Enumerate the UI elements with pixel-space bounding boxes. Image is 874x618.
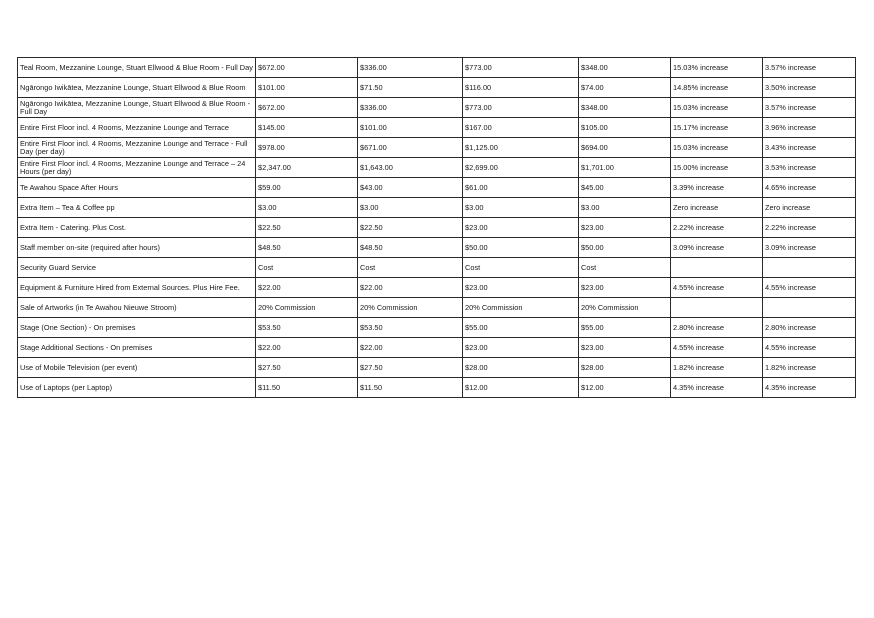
item-cell: Ngārongo Iwikātea, Mezzanine Lounge, Stuart Ellwood & Blue Room <box>18 78 256 98</box>
fees-table <box>17 57 856 398</box>
proposed-fee-a-cell: $55.00 <box>463 318 579 338</box>
item-cell: Stage Additional Sections - On premises <box>18 338 256 358</box>
current-fee-b-cell: $22.00 <box>358 278 463 298</box>
table-row <box>18 58 856 78</box>
change-a-cell: 15.00% increase <box>671 158 763 178</box>
current-fee-b-cell: $11.50 <box>358 378 463 398</box>
current-fee-a-cell: $22.00 <box>256 278 358 298</box>
proposed-fee-b-cell: $348.00 <box>579 98 671 118</box>
proposed-fee-a-cell: $28.00 <box>463 358 579 378</box>
change-a-cell: 14.85% increase <box>671 78 763 98</box>
item-cell: Use of Mobile Television (per event) <box>18 358 256 378</box>
current-fee-a-cell: 20% Commission <box>256 298 358 318</box>
current-fee-b-cell: $43.00 <box>358 178 463 198</box>
current-fee-b-cell: $48.50 <box>358 238 463 258</box>
item-cell: Teal Room, Mezzanine Lounge, Stuart Ellwood & Blue Room - Full Day <box>18 58 256 78</box>
proposed-fee-a-cell: $61.00 <box>463 178 579 198</box>
change-a-cell: 15.17% increase <box>671 118 763 138</box>
current-fee-b-cell: $71.50 <box>358 78 463 98</box>
change-a-cell: 15.03% increase <box>671 58 763 78</box>
proposed-fee-a-cell: Cost <box>463 258 579 278</box>
table-row <box>18 318 856 338</box>
item-cell: Entire First Floor incl. 4 Rooms, Mezzanine Lounge and Terrace – 24 Hours (per day) <box>18 158 256 178</box>
current-fee-a-cell: $978.00 <box>256 138 358 158</box>
change-a-cell <box>671 298 763 318</box>
change-a-cell: 3.39% increase <box>671 178 763 198</box>
table-row <box>18 298 856 318</box>
proposed-fee-a-cell: $12.00 <box>463 378 579 398</box>
proposed-fee-a-cell: $773.00 <box>463 58 579 78</box>
current-fee-b-cell: $53.50 <box>358 318 463 338</box>
proposed-fee-b-cell: $23.00 <box>579 218 671 238</box>
table-row <box>18 338 856 358</box>
table-row <box>18 218 856 238</box>
table-row <box>18 278 856 298</box>
change-b-cell: 3.50% increase <box>763 78 856 98</box>
current-fee-b-cell: Cost <box>358 258 463 278</box>
proposed-fee-b-cell: $694.00 <box>579 138 671 158</box>
item-cell: Stage (One Section) - On premises <box>18 318 256 338</box>
change-a-cell: 4.55% increase <box>671 338 763 358</box>
proposed-fee-b-cell: $12.00 <box>579 378 671 398</box>
current-fee-b-cell: $336.00 <box>358 98 463 118</box>
proposed-fee-a-cell: $23.00 <box>463 278 579 298</box>
change-a-cell: 2.80% increase <box>671 318 763 338</box>
table-row <box>18 178 856 198</box>
current-fee-a-cell: $3.00 <box>256 198 358 218</box>
proposed-fee-a-cell: $1,125.00 <box>463 138 579 158</box>
current-fee-b-cell: $3.00 <box>358 198 463 218</box>
proposed-fee-b-cell: $74.00 <box>579 78 671 98</box>
change-b-cell: 3.96% increase <box>763 118 856 138</box>
proposed-fee-a-cell: $116.00 <box>463 78 579 98</box>
item-cell: Extra Item - Catering. Plus Cost. <box>18 218 256 238</box>
proposed-fee-a-cell: $23.00 <box>463 218 579 238</box>
change-a-cell: 4.35% increase <box>671 378 763 398</box>
change-b-cell: 4.65% increase <box>763 178 856 198</box>
current-fee-a-cell: $145.00 <box>256 118 358 138</box>
proposed-fee-b-cell: $55.00 <box>579 318 671 338</box>
current-fee-a-cell: $48.50 <box>256 238 358 258</box>
proposed-fee-b-cell: $3.00 <box>579 198 671 218</box>
current-fee-a-cell: $101.00 <box>256 78 358 98</box>
change-a-cell <box>671 258 763 278</box>
table-row <box>18 258 856 278</box>
proposed-fee-b-cell: $50.00 <box>579 238 671 258</box>
item-cell: Use of Laptops (per Laptop) <box>18 378 256 398</box>
item-cell: Te Awahou Space After Hours <box>18 178 256 198</box>
current-fee-b-cell: 20% Commission <box>358 298 463 318</box>
item-cell: Extra Item – Tea & Coffee pp <box>18 198 256 218</box>
change-b-cell: 3.53% increase <box>763 158 856 178</box>
proposed-fee-a-cell: $2,699.00 <box>463 158 579 178</box>
proposed-fee-b-cell: $1,701.00 <box>579 158 671 178</box>
change-a-cell: 4.55% increase <box>671 278 763 298</box>
table-row <box>18 98 856 118</box>
table-row <box>18 378 856 398</box>
current-fee-a-cell: $2,347.00 <box>256 158 358 178</box>
change-b-cell: 4.55% increase <box>763 338 856 358</box>
change-a-cell: 1.82% increase <box>671 358 763 378</box>
proposed-fee-a-cell: $50.00 <box>463 238 579 258</box>
current-fee-b-cell: $22.50 <box>358 218 463 238</box>
current-fee-a-cell: Cost <box>256 258 358 278</box>
change-a-cell: 15.03% increase <box>671 98 763 118</box>
table-row <box>18 238 856 258</box>
current-fee-a-cell: $22.00 <box>256 338 358 358</box>
proposed-fee-a-cell: 20% Commission <box>463 298 579 318</box>
current-fee-a-cell: $27.50 <box>256 358 358 378</box>
change-b-cell: 4.55% increase <box>763 278 856 298</box>
item-cell: Sale of Artworks (in Te Awahou Nieuwe Stroom) <box>18 298 256 318</box>
change-a-cell: 3.09% increase <box>671 238 763 258</box>
proposed-fee-a-cell: $773.00 <box>463 98 579 118</box>
proposed-fee-b-cell: $45.00 <box>579 178 671 198</box>
item-cell: Security Guard Service <box>18 258 256 278</box>
current-fee-b-cell: $671.00 <box>358 138 463 158</box>
current-fee-a-cell: $53.50 <box>256 318 358 338</box>
proposed-fee-b-cell: Cost <box>579 258 671 278</box>
fees-table-body <box>18 58 856 398</box>
change-b-cell: 1.82% increase <box>763 358 856 378</box>
change-b-cell: 3.57% increase <box>763 58 856 78</box>
change-b-cell: 2.22% increase <box>763 218 856 238</box>
proposed-fee-b-cell: 20% Commission <box>579 298 671 318</box>
current-fee-b-cell: $336.00 <box>358 58 463 78</box>
table-row <box>18 198 856 218</box>
item-cell: Staff member on-site (required after hours) <box>18 238 256 258</box>
table-row <box>18 358 856 378</box>
proposed-fee-a-cell: $167.00 <box>463 118 579 138</box>
current-fee-a-cell: $59.00 <box>256 178 358 198</box>
change-b-cell: 2.80% increase <box>763 318 856 338</box>
item-cell: Ngārongo Iwikātea, Mezzanine Lounge, Stuart Ellwood & Blue Room - Full Day <box>18 98 256 118</box>
change-b-cell: 3.09% increase <box>763 238 856 258</box>
change-b-cell <box>763 298 856 318</box>
proposed-fee-b-cell: $28.00 <box>579 358 671 378</box>
table-row <box>18 118 856 138</box>
change-a-cell: 2.22% increase <box>671 218 763 238</box>
current-fee-a-cell: $672.00 <box>256 98 358 118</box>
change-b-cell <box>763 258 856 278</box>
current-fee-b-cell: $101.00 <box>358 118 463 138</box>
current-fee-b-cell: $27.50 <box>358 358 463 378</box>
proposed-fee-b-cell: $23.00 <box>579 338 671 358</box>
item-cell: Entire First Floor incl. 4 Rooms, Mezzanine Lounge and Terrace <box>18 118 256 138</box>
current-fee-b-cell: $1,643.00 <box>358 158 463 178</box>
table-row <box>18 138 856 158</box>
change-a-cell: 15.03% increase <box>671 138 763 158</box>
item-cell: Equipment & Furniture Hired from External Sources. Plus Hire Fee. <box>18 278 256 298</box>
change-b-cell: Zero increase <box>763 198 856 218</box>
item-cell: Entire First Floor incl. 4 Rooms, Mezzanine Lounge and Terrace - Full Day (per day) <box>18 138 256 158</box>
proposed-fee-a-cell: $23.00 <box>463 338 579 358</box>
change-b-cell: 4.35% increase <box>763 378 856 398</box>
table-row <box>18 78 856 98</box>
proposed-fee-b-cell: $105.00 <box>579 118 671 138</box>
change-a-cell: Zero increase <box>671 198 763 218</box>
change-b-cell: 3.57% increase <box>763 98 856 118</box>
table-row <box>18 158 856 178</box>
current-fee-a-cell: $672.00 <box>256 58 358 78</box>
change-b-cell: 3.43% increase <box>763 138 856 158</box>
current-fee-a-cell: $22.50 <box>256 218 358 238</box>
current-fee-b-cell: $22.00 <box>358 338 463 358</box>
current-fee-a-cell: $11.50 <box>256 378 358 398</box>
proposed-fee-b-cell: $348.00 <box>579 58 671 78</box>
proposed-fee-a-cell: $3.00 <box>463 198 579 218</box>
proposed-fee-b-cell: $23.00 <box>579 278 671 298</box>
